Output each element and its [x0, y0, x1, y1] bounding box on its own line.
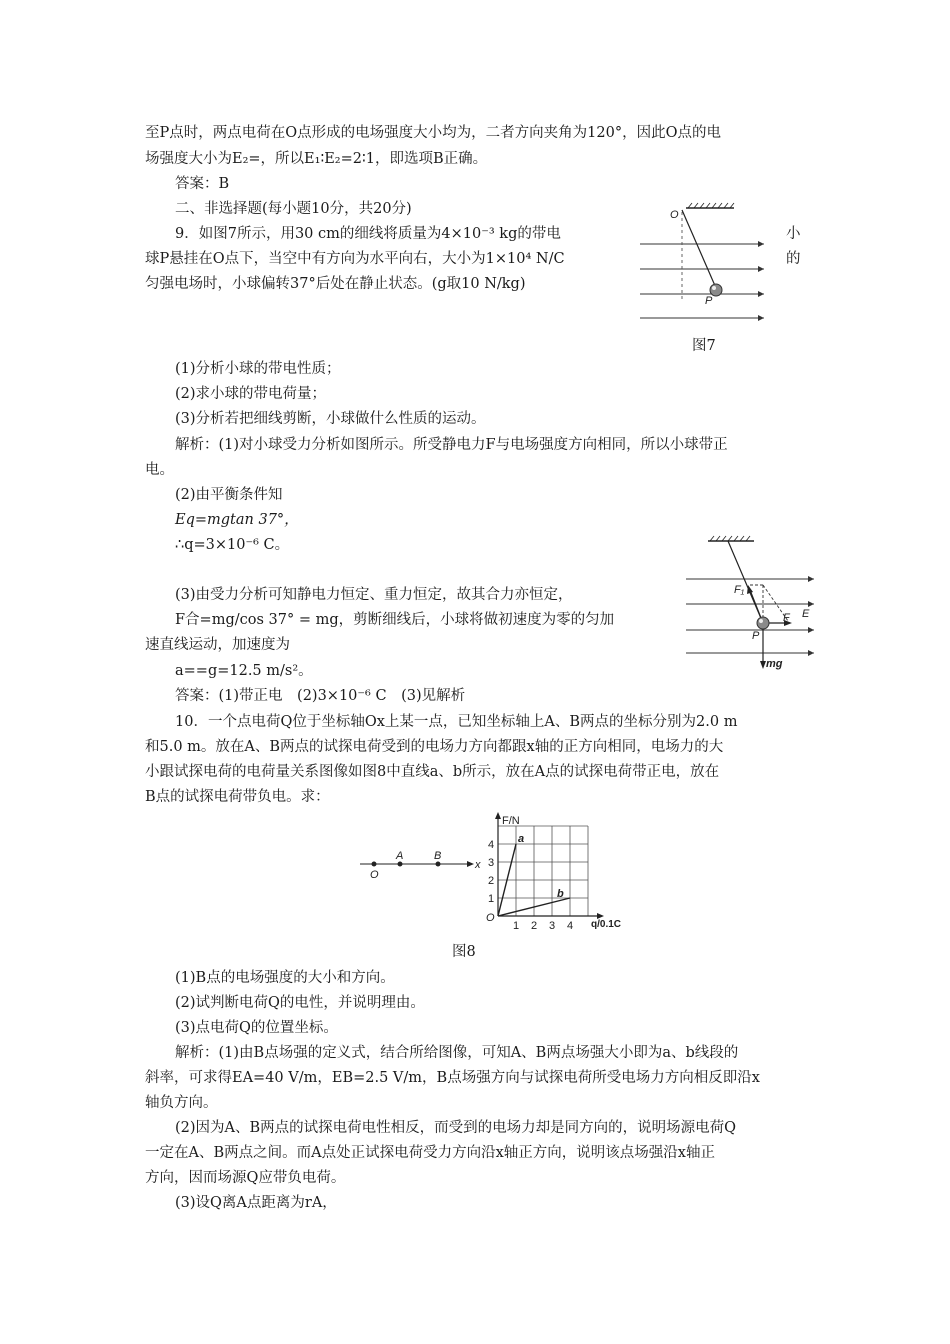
figure-8-caption: 图8 — [452, 944, 476, 960]
q9-line-3: 匀强电场时，小球偏转37°后处在静止状态。(g取10 N/kg) — [145, 276, 526, 292]
axis-label-o: O — [370, 869, 379, 880]
figure-7-pendulum — [634, 200, 774, 328]
axis-diagram — [358, 848, 484, 880]
axis-label-b: B — [434, 850, 442, 862]
fig7-label-p: P — [705, 295, 713, 307]
force-diagram — [684, 535, 820, 671]
chart-y-axis-label: F/N — [502, 815, 520, 827]
series-b-label: b — [557, 888, 564, 900]
q10-line-4: B点的试探电荷带负电。求： — [145, 789, 330, 805]
q9-solution-3: (2)由平衡条件知 — [175, 487, 283, 503]
y-tick-label: 3 — [488, 857, 495, 869]
q10-solution-6: 方向，因而场源Q应带负电荷。 — [145, 1170, 346, 1186]
q9-equation-2: ∴q=3×10⁻⁶ C。 — [175, 537, 290, 553]
text-line-1: 至P点时，两点电荷在O点形成的电场强度大小均为，二者方向夹角为120°，因此O点的电 — [145, 125, 721, 141]
x-tick-label: 3 — [549, 920, 556, 932]
y-tick-label: 1 — [488, 893, 495, 905]
force-label-mg: mg — [766, 658, 783, 670]
text-line-2: 场强度大小为E₂=，所以E₁∶E₂=2∶1，即选项B正确。 — [145, 151, 488, 167]
q10-sub-3: (3)点电荷Q的位置坐标。 — [175, 1020, 338, 1036]
answer-2: 答案：(1)带正电 (2)3×10⁻⁶ C (3)见解析 — [175, 688, 466, 704]
q10-solution-1: 解析：(1)由B点场强的定义式，结合所给图像，可知A、B两点场强大小即为a、b线段的 — [175, 1045, 739, 1061]
axis-label-a: A — [396, 850, 404, 862]
fig7-label-o: O — [670, 209, 679, 221]
answer-1: 答案：B — [175, 176, 230, 192]
y-tick-label: 2 — [488, 875, 495, 887]
q9-solution-4: (3)由受力分析可知静电力恒定、重力恒定，故其合力亦恒定， — [175, 587, 573, 603]
chart-grid — [498, 826, 588, 916]
q9-solution-6: 速直线运动，加速度为 — [145, 637, 290, 653]
q10-line-2: 和5.0 m。放在A、B两点的试探电荷受到的电场力方向都跟x轴的正方向相同，电场力的大 — [145, 739, 724, 755]
q9-sub-2: (2)求小球的带电荷量； — [175, 386, 327, 402]
q10-line-3: 小跟试探电荷的电荷量关系图像如图8中直线a、b所示，放在A点的试探电荷带正电，放在 — [145, 764, 720, 780]
chart-ticks — [488, 839, 573, 932]
force-label-p: P — [752, 630, 760, 642]
q10-solution-5: 一定在A、B两点之间。而A点处正试探电荷受力方向沿x轴正方向，说明该点场强沿x轴正 — [145, 1145, 715, 1161]
figure-8-chart — [478, 806, 628, 932]
q10-sub-2: (2)试判断电荷Q的电性，并说明理由。 — [175, 995, 425, 1011]
q10-solution-7: (3)设Q离A点距离为rA， — [175, 1195, 337, 1211]
series-a-label: a — [518, 833, 525, 845]
q10-solution-2: 斜率，可求得EA=40 V/m，EB=2.5 V/m，B点场强方向与试探电荷所受电场力方向相反即沿x — [145, 1070, 760, 1086]
x-tick-label: 2 — [531, 920, 538, 932]
q9-solution-5: F合=mg/cos 37° = mg，剪断细线后，小球将做初速度为零的匀加 — [175, 612, 615, 628]
chart-x-axis-label: q/0.1C — [591, 919, 622, 930]
q9-line-2: 球P悬挂在O点下，当空中有方向为水平向右，大小为1×10⁴ N/C — [145, 251, 565, 267]
force-label-e: E — [802, 608, 810, 620]
x-tick-label: 1 — [513, 920, 520, 932]
q10-line-1: 10．一个点电荷Q位于坐标轴Ox上某一点，已知坐标轴上A、B两点的坐标分别为2.0 m — [175, 714, 738, 730]
x-tick-label: 4 — [567, 920, 574, 932]
y-axis-arrow — [495, 812, 501, 819]
section-heading: 二、非选择题(每小题10分，共20分) — [175, 201, 412, 217]
q9-solution-7: a==g=12.5 m/s²。 — [175, 663, 313, 679]
force-label-f1: F₁ — [734, 584, 745, 596]
q10-sub-1: (1)B点的电场强度的大小和方向。 — [175, 970, 395, 986]
q9-sub-1: (1)分析小球的带电性质； — [175, 361, 341, 377]
q9-solution-1: 解析：(1)对小球受力分析如图所示。所受静电力F与电场强度方向相同，所以小球带正 — [175, 437, 728, 453]
y-tick-label: 4 — [488, 839, 495, 851]
q9-equation-1: Eq=mgtan 37°， — [175, 512, 299, 528]
chart-origin-label: O — [486, 912, 495, 924]
q9-solution-2: 电。 — [145, 462, 174, 478]
q10-solution-4: (2)因为A、B两点的试探电荷电性相反，而受到的电场力却是同方向的，说明场源电荷Q — [175, 1120, 737, 1136]
figure-7-caption: 图7 — [692, 338, 716, 354]
q9-line-1: 9．如图7所示，用30 cm的细线将质量为4×10⁻³ kg的带电 — [175, 226, 561, 242]
force-label-f: F — [783, 612, 790, 624]
q9-line-1-tail: 小 — [786, 226, 801, 242]
q9-sub-3: (3)分析若把细线剪断，小球做什么性质的运动。 — [175, 411, 486, 427]
axis-label-x: x — [475, 859, 481, 871]
q10-solution-3: 轴负方向。 — [145, 1095, 218, 1111]
q9-line-2-tail: 的 — [786, 251, 801, 267]
